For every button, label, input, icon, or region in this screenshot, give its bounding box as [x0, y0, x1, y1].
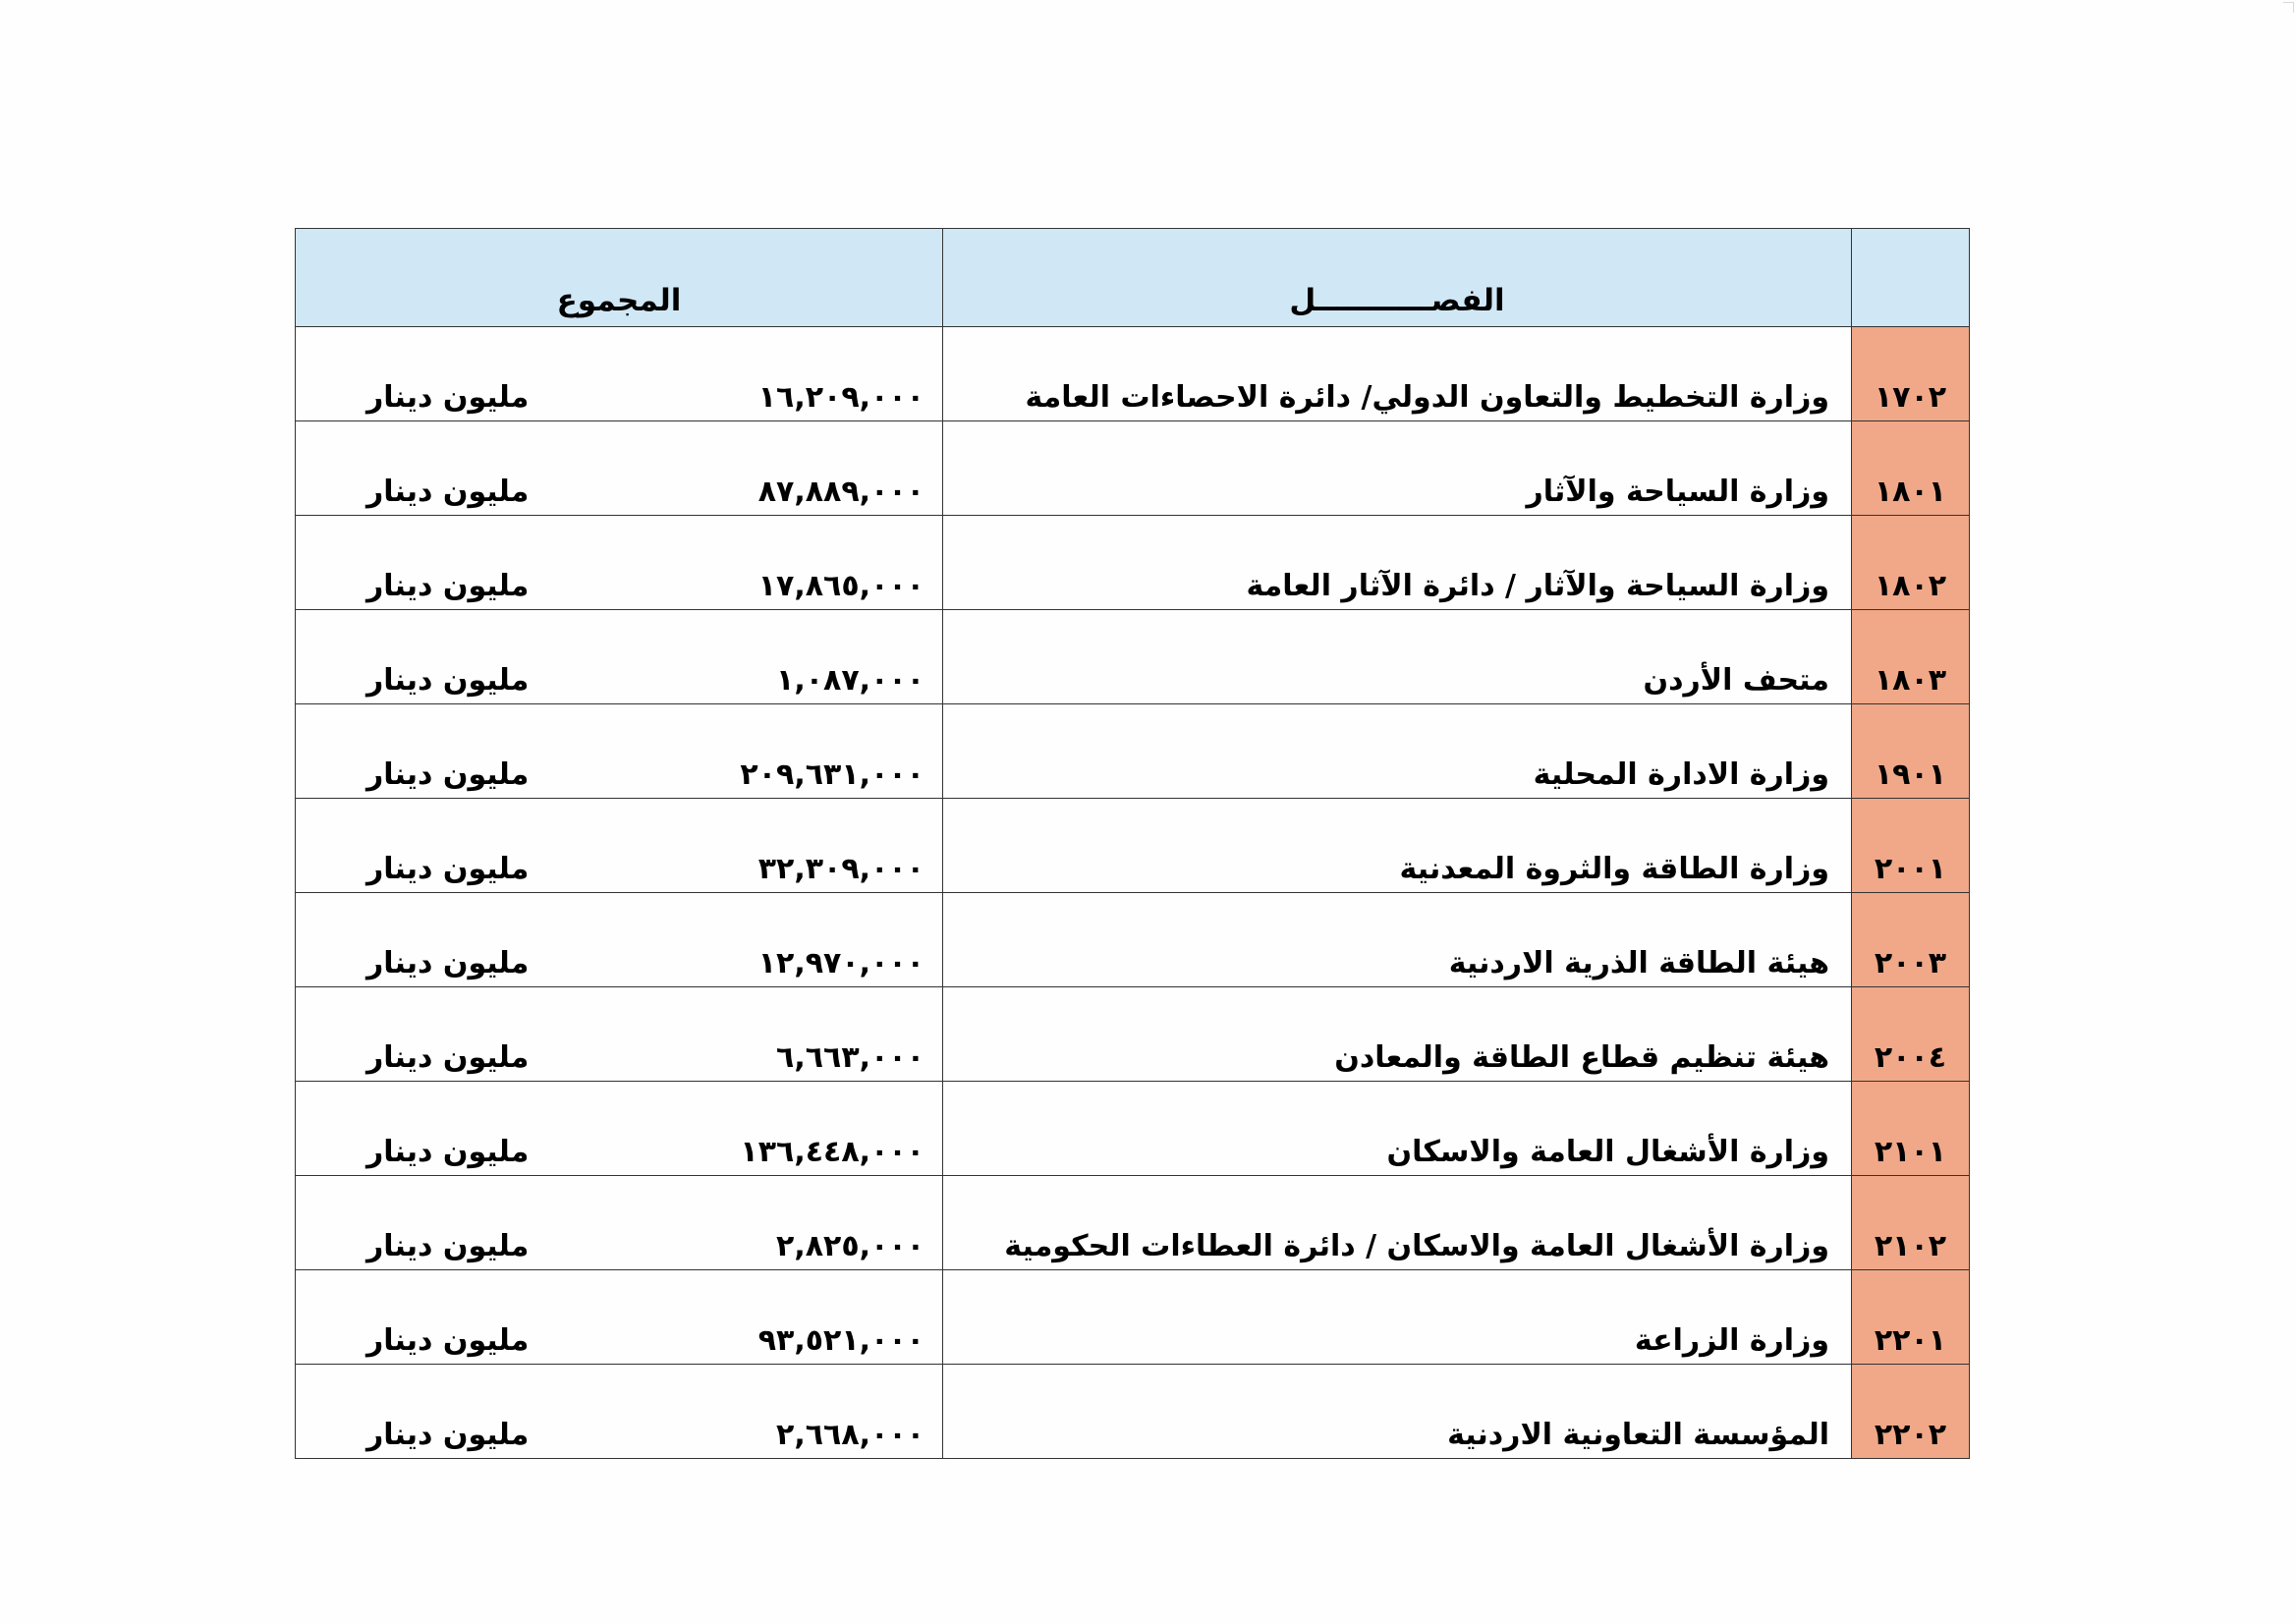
total-cell-content: [296, 946, 942, 980]
chapter-name: هيئة تنظيم قطاع الطاقة والمعادن: [943, 987, 1852, 1082]
total-cell-content: [296, 1323, 942, 1358]
total-cell: [296, 1176, 943, 1270]
total-cell: [296, 1365, 943, 1459]
total-column-header: المجموع: [296, 229, 943, 327]
chapter-name: هيئة الطاقة الذرية الاردنية: [943, 893, 1852, 987]
total-cell: [296, 610, 943, 704]
total-cell: [296, 421, 943, 516]
currency-unit: مليون دينار: [366, 1135, 530, 1169]
currency-unit: مليون دينار: [366, 946, 530, 980]
currency-unit: مليون دينار: [366, 380, 530, 415]
chapter-code: ١٨٠٣: [1852, 610, 1970, 704]
amount-value: ١٣٦,٤٤٨,٠٠٠: [740, 1135, 924, 1169]
chapter-code: ٢٠٠٤: [1852, 987, 1970, 1082]
currency-unit: مليون دينار: [366, 663, 530, 698]
amount-value: ٢,٨٢٥,٠٠٠: [776, 1229, 924, 1263]
total-cell: [296, 704, 943, 799]
chapter-name: وزارة الأشغال العامة والاسكان / دائرة العطاءات الحكومية: [943, 1176, 1852, 1270]
total-cell: [296, 516, 943, 610]
table-row: [296, 516, 1970, 610]
amount-value: ١,٠٨٧,٠٠٠: [776, 663, 924, 698]
chapter-code: ٢٢٠١: [1852, 1270, 1970, 1365]
currency-unit: مليون دينار: [366, 1323, 530, 1358]
amount-value: ٩٣,٥٢١,٠٠٠: [757, 1323, 924, 1358]
amount-value: ٣٢,٣٠٩,٠٠٠: [757, 852, 924, 886]
total-cell-content: [296, 1229, 942, 1263]
table-row: [296, 893, 1970, 987]
table-row: [296, 610, 1970, 704]
chapter-code: ٢٠٠٣: [1852, 893, 1970, 987]
table-row: [296, 987, 1970, 1082]
amount-value: ٢٠٩,٦٣١,٠٠٠: [740, 757, 924, 792]
table-row: [296, 1176, 1970, 1270]
chapter-name: وزارة الادارة المحلية: [943, 704, 1852, 799]
amount-value: ١٧,٨٦٥,٠٠٠: [757, 569, 924, 603]
currency-unit: مليون دينار: [366, 475, 530, 509]
chapter-code: ٢١٠٢: [1852, 1176, 1970, 1270]
currency-unit: مليون دينار: [366, 1229, 530, 1263]
chapter-name: وزارة السياحة والآثار / دائرة الآثار العامة: [943, 516, 1852, 610]
table-row: [296, 799, 1970, 893]
chapter-code: ٢٢٠٢: [1852, 1365, 1970, 1459]
table-row: [296, 327, 1970, 421]
chapter-name: وزارة السياحة والآثار: [943, 421, 1852, 516]
currency-unit: مليون دينار: [366, 569, 530, 603]
chapter-name: المؤسسة التعاونية الاردنية: [943, 1365, 1852, 1459]
chapter-code: ١٩٠١: [1852, 704, 1970, 799]
scan-corner-mark: [2283, 2, 2294, 13]
table-row: [296, 421, 1970, 516]
chapter-code: ١٨٠١: [1852, 421, 1970, 516]
total-cell-content: [296, 852, 942, 886]
table-row: [296, 1270, 1970, 1365]
total-cell-content: [296, 569, 942, 603]
chapter-column-header: الفصـــــــــــل: [943, 229, 1852, 327]
chapter-code: ٢٠٠١: [1852, 799, 1970, 893]
amount-value: ٦,٦٦٣,٠٠٠: [776, 1040, 924, 1075]
total-cell-content: [296, 1418, 942, 1452]
chapter-name: وزارة التخطيط والتعاون الدولي/ دائرة الاحصاءات العامة: [943, 327, 1852, 421]
total-cell-content: [296, 380, 942, 415]
total-cell: [296, 327, 943, 421]
code-column-header: [1852, 229, 1970, 327]
total-cell-content: [296, 1135, 942, 1169]
currency-unit: مليون دينار: [366, 1040, 530, 1075]
amount-value: ١٢,٩٧٠,٠٠٠: [757, 946, 924, 980]
total-cell-content: [296, 757, 942, 792]
chapter-name: وزارة الأشغال العامة والاسكان: [943, 1082, 1852, 1176]
total-cell: [296, 1270, 943, 1365]
total-cell-content: [296, 663, 942, 698]
currency-unit: مليون دينار: [366, 1418, 530, 1452]
total-cell: [296, 893, 943, 987]
chapter-name: وزارة الطاقة والثروة المعدنية: [943, 799, 1852, 893]
budget-table: [295, 228, 1970, 1459]
amount-value: ٢,٦٦٨,٠٠٠: [776, 1418, 924, 1452]
amount-value: ١٦,٢٠٩,٠٠٠: [757, 380, 924, 415]
table-row: [296, 704, 1970, 799]
chapter-code: ١٨٠٢: [1852, 516, 1970, 610]
total-cell: [296, 1082, 943, 1176]
chapter-name: وزارة الزراعة: [943, 1270, 1852, 1365]
currency-unit: مليون دينار: [366, 757, 530, 792]
table-row: [296, 1365, 1970, 1459]
chapter-code: ١٧٠٢: [1852, 327, 1970, 421]
total-cell: [296, 987, 943, 1082]
chapter-name: متحف الأردن: [943, 610, 1852, 704]
amount-value: ٨٧,٨٨٩,٠٠٠: [757, 475, 924, 509]
total-cell-content: [296, 475, 942, 509]
table-row: [296, 1082, 1970, 1176]
chapter-code: ٢١٠١: [1852, 1082, 1970, 1176]
total-cell-content: [296, 1040, 942, 1075]
total-cell: [296, 799, 943, 893]
currency-unit: مليون دينار: [366, 852, 530, 886]
table-header-row: [296, 229, 1970, 327]
